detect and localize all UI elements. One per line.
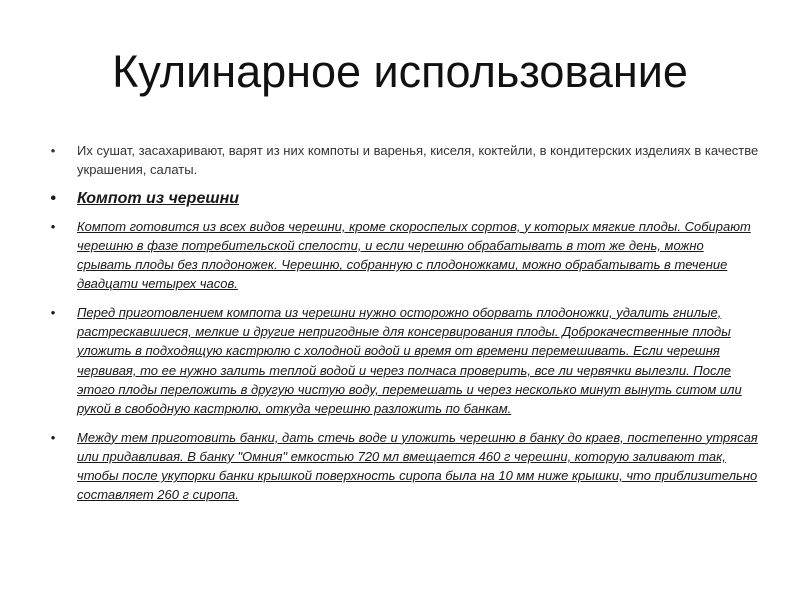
slide-title: Кулинарное использование	[112, 46, 688, 97]
bullet-item-jars[interactable]	[48, 428, 760, 505]
bullet-list	[48, 141, 760, 514]
bullet-text-usage: Их сушат, засахаривают, варят из них компоты и варенья, киселя, коктейли, в кондитерских изделиях в качестве украшения, салаты.	[77, 143, 759, 178]
compote-heading-link[interactable]: Компот из черешни	[77, 189, 239, 207]
bullet-item-cleaning[interactable]	[48, 303, 760, 419]
bullet-item-compote-heading[interactable]	[48, 188, 760, 209]
bullet-marker: •	[50, 429, 56, 445]
preparation-text-link[interactable]: Компот готовится из всех видов черешни, кроме скороспелых сортов, у которых мягкие плоды. Собирают черешню в фазе потребительской спелости, и если черешню обрабатывать в тот же день, можно срывать плоды без плодоножек. Черешню, собранную с плодоножками, можно обрабатывать в течение двадцати четырех часов.	[77, 218, 751, 292]
bullet-marker: •	[50, 143, 56, 158]
cleaning-text-link[interactable]: Перед приготовлением компота из черешни нужно осторожно оборвать плодоножки, удалить гнилые, растрескавшиеся, мелкие и другие непригодные для консервирования плоды. Доброкачественные плоды уложить в подходящую кастрюлю с холодной водой и время от времени перемешивать. Если черешня червивая, то ее нужно залить теплой водой и через полчаса проверить, все ли червячки вылезли. После этого плоды переложить в другую чистую воду, перемешать и через несколько минут вынуть ситом или рукой в свободную кастрюлю, откуда черешню разложить по банкам.	[77, 304, 742, 417]
bullet-marker: •	[50, 218, 56, 234]
jars-text-link[interactable]: Между тем приготовить банки, дать стечь воде и уложить черешню в банку до краев, постепенно утрясая или придавливая. В банку "Омния" емкостью 720 мл вмещается 460 г черешни, которую заливают так, чтобы после укупорки банки крышкой поверхность сиропа была на 10 мм ниже крышки, что приблизительно составляет 260 г сиропа.	[77, 429, 758, 503]
bullet-item-preparation[interactable]	[48, 217, 760, 294]
bullet-marker: •	[50, 189, 56, 207]
bullet-marker: •	[50, 304, 56, 320]
bullet-item-usage	[48, 141, 760, 180]
